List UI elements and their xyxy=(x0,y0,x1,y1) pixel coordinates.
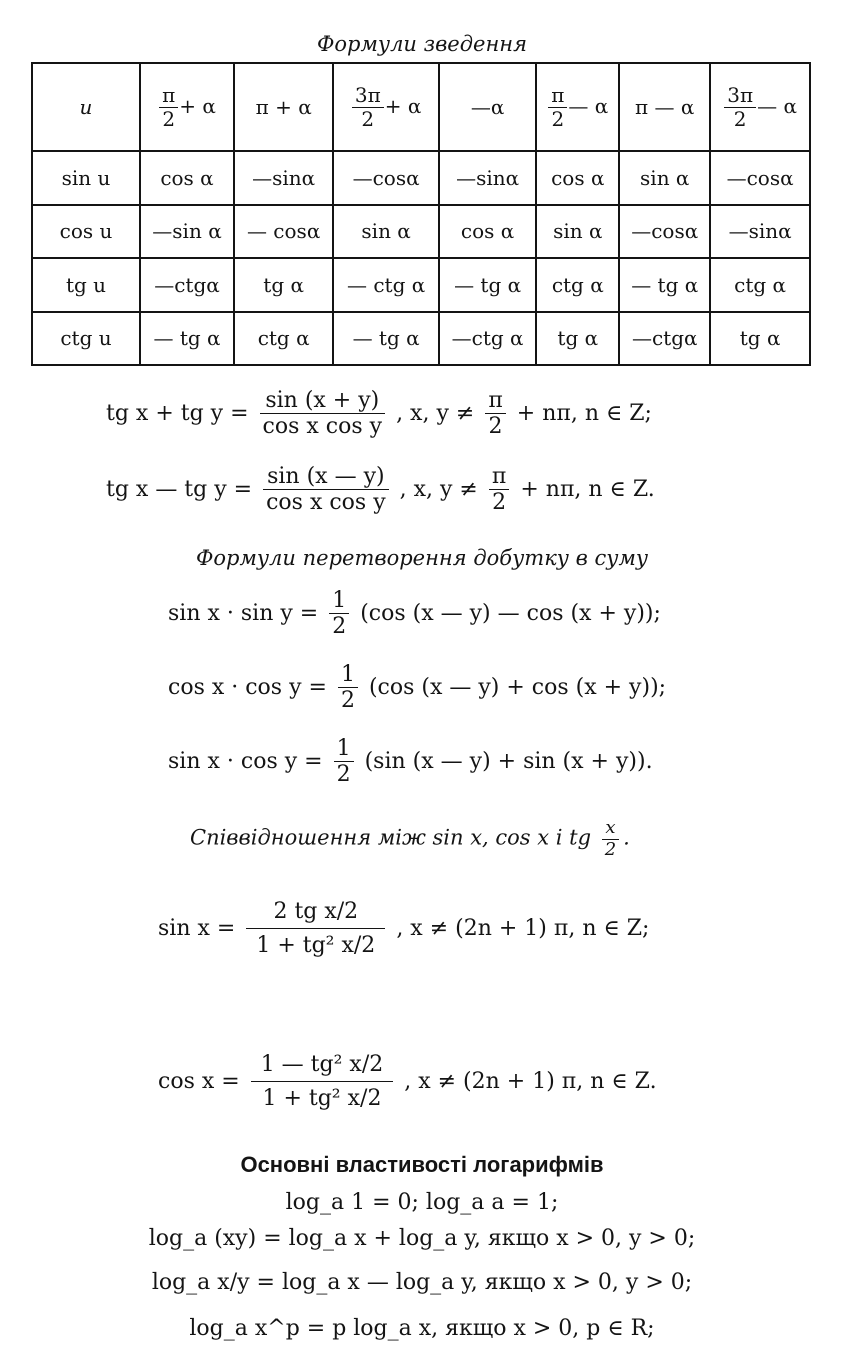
table-cell: cos α xyxy=(439,205,536,259)
fraction: $\frac{3\pi}{2}$ xyxy=(724,84,756,131)
tan-diff-formula xyxy=(106,464,655,516)
formula-rhs: (sin (x — y) + sin (x + y)). xyxy=(364,748,653,774)
formula-condition: , x ≠ (2n + 1) π, n ∈ Z. xyxy=(404,1068,657,1094)
header-cell-pi-minus: π — α xyxy=(619,63,710,151)
header-cell-3pi-half-minus: $\frac{3\pi}{2}$ — α xyxy=(710,63,810,151)
table-cell: — ctg α xyxy=(333,258,439,312)
formula-condition: , x, y ≠ xyxy=(396,400,475,426)
table-cell: —ctg α xyxy=(439,312,536,366)
sin-half-angle-formula xyxy=(158,895,649,963)
fraction-denominator: 1 + tg² x/2 xyxy=(262,1086,382,1112)
relation-title-text: Співвідношення між sin x, cos x і tg xyxy=(190,825,592,850)
row-label-cos: cos u xyxy=(32,205,140,259)
formula-lhs: tg x + tg y = xyxy=(106,400,249,426)
table-cell: —cosα xyxy=(710,151,810,205)
formula-lhs: sin x · sin y = xyxy=(168,600,319,626)
table-cell: sin α xyxy=(619,151,710,205)
table-cell: — tg α xyxy=(619,258,710,312)
log-title: Основні властивості логарифмів xyxy=(240,1152,604,1177)
fraction-denominator: 2 xyxy=(332,614,347,640)
formula-rhs: (cos (x — y) — cos (x + y)); xyxy=(360,600,661,626)
fraction: $\frac{3\pi}{2}$ xyxy=(352,84,384,131)
header-cell-u xyxy=(32,63,140,151)
table-cell: — tg α xyxy=(439,258,536,312)
tan-sum-formula xyxy=(106,388,652,440)
table-cell: —sinα xyxy=(439,151,536,205)
table-cell: — cosα xyxy=(234,205,333,259)
table-row xyxy=(32,312,810,366)
fraction xyxy=(260,388,386,440)
formula-condition-tail: + nπ, n ∈ Z. xyxy=(520,476,655,502)
formula-condition: , x, y ≠ xyxy=(399,476,478,502)
relation-title xyxy=(190,818,630,860)
fraction-denominator: cos x cos y xyxy=(266,490,386,516)
table-cell: —cosα xyxy=(619,205,710,259)
fraction-denominator: 1 + tg² x/2 xyxy=(256,933,376,959)
table-row xyxy=(32,151,810,205)
table-cell: tg α xyxy=(234,258,333,312)
log-property-4: log_a x^p = p log_a x, якщо x > 0, p ∈ R; xyxy=(189,1316,655,1341)
header-cell-pi-half-minus: $\frac{\pi}{2}$ — α xyxy=(536,63,619,151)
fraction-numerator: sin (x + y) xyxy=(260,388,386,414)
fraction xyxy=(251,1048,394,1116)
fraction-denominator: cos x cos y xyxy=(262,414,383,440)
product-formula-sin-sin xyxy=(168,588,661,640)
table-cell: —sin α xyxy=(140,205,234,259)
header-u-label: u xyxy=(79,95,93,119)
product-title: Формули перетворення добутку в суму xyxy=(195,546,649,570)
log-property-1: log_a 1 = 0; log_a a = 1; xyxy=(285,1190,559,1215)
fraction-denominator: 2 xyxy=(488,414,503,440)
fraction-denominator: 2 xyxy=(604,838,617,860)
reduction-title: Формули зведення xyxy=(316,32,528,56)
fraction xyxy=(263,464,389,516)
table-cell: — tg α xyxy=(140,312,234,366)
fraction-denominator: 2 xyxy=(336,762,351,788)
table-header-row xyxy=(32,63,810,151)
table-cell: —cosα xyxy=(333,151,439,205)
product-formula-cos-cos xyxy=(168,662,666,714)
table-row xyxy=(32,258,810,312)
fraction xyxy=(602,818,619,860)
fraction-numerator: 1 xyxy=(334,736,354,762)
reduction-table xyxy=(31,62,811,366)
header-cell-pi-half-plus: $\frac{\pi}{2}$ + α xyxy=(140,63,234,151)
fraction-numerator: π xyxy=(489,464,509,490)
fraction xyxy=(334,736,354,788)
table-row xyxy=(32,205,810,259)
fraction xyxy=(338,662,358,714)
formula-lhs: cos x · cos y = xyxy=(168,674,327,700)
formula-condition-tail: + nπ, n ∈ Z; xyxy=(516,400,652,426)
formula-condition: , x ≠ (2n + 1) π, n ∈ Z; xyxy=(396,915,650,941)
table-cell: tg α xyxy=(710,312,810,366)
header-cell-pi-plus: π + α xyxy=(234,63,333,151)
cos-half-angle-formula xyxy=(158,1048,657,1116)
table-cell: ctg α xyxy=(234,312,333,366)
formula-lhs: tg x — tg y = xyxy=(106,476,253,502)
formula-rhs: (cos (x — y) + cos (x + y)); xyxy=(368,674,667,700)
table-cell: sin α xyxy=(536,205,619,259)
fraction-numerator: 1 — tg² x/2 xyxy=(251,1048,394,1082)
fraction xyxy=(329,588,349,640)
table-cell: — tg α xyxy=(333,312,439,366)
product-formula-sin-cos xyxy=(168,736,653,788)
header-cell-minus-alpha: —α xyxy=(439,63,536,151)
table-cell: —ctgα xyxy=(619,312,710,366)
table-cell: ctg α xyxy=(536,258,619,312)
fraction-numerator: sin (x — y) xyxy=(263,464,389,490)
fraction xyxy=(489,464,509,516)
table-cell: cos α xyxy=(536,151,619,205)
fraction: $\frac{\pi}{2}$ xyxy=(548,84,567,131)
fraction-numerator: x xyxy=(602,818,619,840)
formula-lhs: sin x · cos y = xyxy=(168,748,323,774)
log-property-3: log_a x/y = log_a x — log_a y, якщо x > 0, y > 0; xyxy=(151,1270,693,1295)
row-label-tg: tg u xyxy=(32,258,140,312)
fraction xyxy=(246,895,385,963)
fraction xyxy=(485,388,505,440)
fraction-numerator: π xyxy=(485,388,505,414)
formula-lhs: cos x = xyxy=(158,1068,240,1094)
log-property-2: log_a (xy) = log_a x + log_a y, якщо x > 0, y > 0; xyxy=(148,1226,696,1251)
relation-title-tail: . xyxy=(623,825,630,850)
fraction: $\frac{\pi}{2}$ xyxy=(159,84,178,131)
table-cell: cos α xyxy=(140,151,234,205)
table-cell: —sinα xyxy=(234,151,333,205)
row-label-sin: sin u xyxy=(32,151,140,205)
fraction-numerator: 1 xyxy=(338,662,358,688)
formula-lhs: sin x = xyxy=(158,915,236,941)
table-cell: —ctgα xyxy=(140,258,234,312)
fraction-denominator: 2 xyxy=(340,688,355,714)
header-cell-3pi-half-plus: $\frac{3\pi}{2}$ + α xyxy=(333,63,439,151)
fraction-numerator: 1 xyxy=(329,588,349,614)
row-label-ctg: ctg u xyxy=(32,312,140,366)
table-cell: sin α xyxy=(333,205,439,259)
table-cell: ctg α xyxy=(710,258,810,312)
table-cell: tg α xyxy=(536,312,619,366)
fraction-numerator: 2 tg x/2 xyxy=(246,895,385,929)
fraction-denominator: 2 xyxy=(492,490,507,516)
table-cell: —sinα xyxy=(710,205,810,259)
